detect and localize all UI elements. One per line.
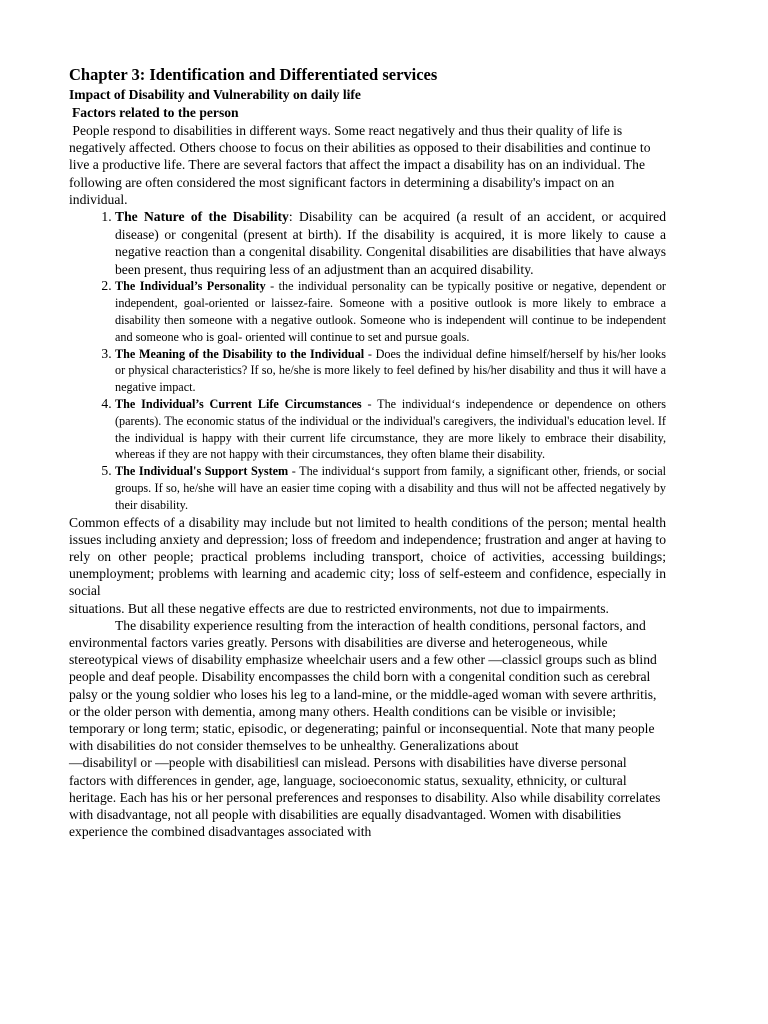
factor-text: The individual‘s independence or dependence on others (parents). The economic status of the individual or the individual's caregivers, the individual's education level. If the individual is happy with their current life circumstance, they are more likely to embrace their disability, whereas if they are not happy with their circumstances, they often blame their disability. xyxy=(115,396,667,462)
factor-label: The Individual’s Personality xyxy=(115,279,266,294)
factor-label: The Individual’s Current Life Circumstances xyxy=(115,396,362,411)
effects-paragraph: Common effects of a disability may include but not limited to health conditions of the person; mental health issues including anxiety and depression; loss of freedom and independence; frustration and anger at having to rely on other people; practical problems including transport, choice of activities, accessing buildings; unemployment; problems with learning and academic city; loss of self-esteem and confidence, especially in social xyxy=(69,514,666,599)
factor-item-meaning: 3. The Meaning of the Disability to the Individual - Does the individual define himself/herself by his/her looks or physical characteristics? If so, he/she is more likely to feel defined by his/her disability and thus it will have a negative impact. xyxy=(115,346,666,396)
intro-paragraph: People respond to disabilities in different ways. Some react negatively and thus their quality of life is negatively affected. Others choose to focus on their abilities as opposed to their disabilities and continue to live a productive life. There are several factors that affect the impact a disability has on an individual. The following are often considered the most significant factors in determining a disability's impact on an individual. xyxy=(69,123,651,207)
diversity-paragraph: ―disability‖ or ―people with disabilities‖ can mislead. Persons with disabilities have diverse personal factors with differences in gender, age, language, socioeconomic status, sexuality, ethnicity, or cultural heritage. Each has his or her personal preferences and responses to disability. Also while disability correlates with disadvantage, not all people with disabilities are equally disadvantaged. Women with disabilities experience the combined disadvantages associated with xyxy=(69,755,661,840)
factor-label: The Individual's Support System xyxy=(115,464,289,479)
factor-text: the individual personality can be typically positive or negative, dependent or independent, goal-oriented or laissez-faire. Someone with a positive outlook is more likely to embrace a disability then someone with a negative outlook. Someone who is independent will continue to be independent and someone who is goal- oriented will continue to set and pursue goals. xyxy=(115,279,666,344)
factor-item-personality: 2. The Individual’s Personality - the individual personality can be typically positive or negative, dependent or independent, goal-oriented or laissez-faire. Someone with a positive outlook is more likely to embrace a disability then someone with a negative outlook. Someone who is independent will continue to be independent and someone who is goal- oriented will continue to set and pursue goals. xyxy=(115,278,666,345)
factors-list xyxy=(69,208,666,514)
factor-text: The individual‘s support from family, a significant other, friends, or social groups. If so, he/she will have an easier time coping with a disability and thus will not be affected negatively by their disability. xyxy=(115,464,667,512)
experience-paragraph: The disability experience resulting from the interaction of health conditions, personal factors, and environmental factors varies greatly. Persons with disabilities are diverse and heterogeneous, while stereotypical views of disability emphasize wheelchair users and a few other ―classic‖ groups such as blind people and deaf people. Disability encompasses the child born with a congenital condition such as cerebral palsy or the young soldier who loses his leg to a land-mine, or the middle-aged woman with severe arthritis, or the older person with dementia, among many others. Health conditions can be visible or invisible; temporary or long term; static, episodic, or degenerating; painful or inconsequential. Note that many people with disabilities do not consider themselves to be unhealthy. Generalizations about xyxy=(69,617,657,754)
factor-item-nature: 1. The Nature of the Disability: Disability can be acquired (a result of an accident, or acquired disease) or congenital (present at birth). If the disability is acquired, it is more likely to cause a negative reaction than a congenital disability. Congenital disabilities are disabilities that have always been present, thus requiring less of an adjustment than an acquired disability. xyxy=(115,208,666,278)
factor-text: Disability can be acquired (a result of an accident, or acquired disease) or congenital (present at birth). If the disability is acquired, it is more likely to cause a negative reaction than a congenital disability. Congenital disabilities are disabilities that have always been present, thus requiring less of an adjustment than an acquired disability. xyxy=(115,209,666,277)
effects-paragraph-continued: situations. But all these negative effects are due to restricted environments, not due to impairments. xyxy=(69,600,609,616)
section-title: Impact of Disability and Vulnerability on daily life xyxy=(69,87,361,102)
factor-text: Does the individual define himself/herself by his/her looks or physical characteristics? If so, he/she is more likely to feel defined by his/her disability and thus it will have a negative impact. xyxy=(115,346,666,395)
document-page xyxy=(69,64,666,840)
chapter-title: Chapter 3: Identification and Differentiated services xyxy=(69,65,438,84)
factor-item-support: 5. The Individual's Support System - The individual‘s support from family, a significant other, friends, or social groups. If so, he/she will have an easier time coping with a disability and thus will not be affected negatively by their disability. xyxy=(115,463,666,513)
factor-label: The Meaning of the Disability to the Individual xyxy=(115,346,365,361)
subsection-title: Factors related to the person xyxy=(72,105,239,120)
factor-label: The Nature of the Disability xyxy=(115,209,289,225)
factor-item-circumstances: 4. The Individual’s Current Life Circumstances - The individual‘s independence or dependence on others (parents). The economic status of the individual or the individual's caregivers, the individual's education level. If the individual is happy with their current life circumstance, they are more likely to embrace their disability, whereas if they are not happy with their circumstances, they often blame their disability. xyxy=(115,396,666,463)
